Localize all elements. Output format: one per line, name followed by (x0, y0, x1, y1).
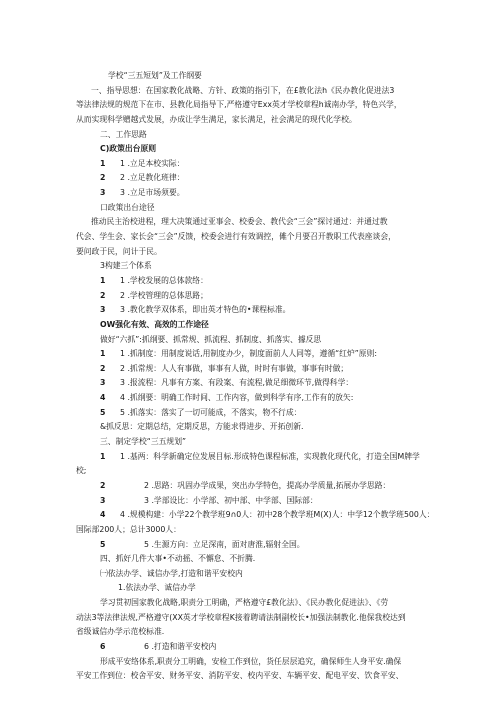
list-item: 3 3 .学部设比：小学部、初中部、中学部、国际部： (100, 495, 318, 505)
subsection-heading: 口政策出台途径 (100, 202, 155, 212)
list-item: &抓反思：定期总结，定期反思，方能求得进步、开拓创新. (100, 422, 304, 432)
subsection-heading: ㈠依法办学、诚信办学,打造和谐平安校内 (100, 568, 243, 578)
list-item: 2 2 .立足教化班律： (100, 173, 185, 183)
list-item: 3 3 .报流程：凡事有方案、有段案、有流程,做足细微环节,做得科学： (100, 378, 354, 388)
paragraph-line: 推动民主治校进程，理大决策通过亚事会、校委会、教代会“三会”探讨通过：并通过教 (91, 217, 388, 227)
paragraph-line: 要问政于民，问计于民。 (76, 246, 162, 256)
paragraph-line: 校; (76, 466, 87, 476)
document-body (76, 69, 436, 684)
subsection-heading: OW强化有效、高效的工作途径 (100, 319, 209, 329)
subsection-heading: 3构建三个体系 (100, 261, 152, 271)
list-item: 5 5 .生源方向：立足深南，面对唐淮,辐射全国。 (100, 539, 305, 549)
list-item: 2 2 .学校管理的总体思路； (100, 290, 208, 300)
section-heading: 四、抓好几件大事•不动摇、不懈怠、不折腾. (100, 554, 256, 564)
paragraph-line: 做好“六抓”:抓纲要、抓常规、抓流程、抓制度、抓落实、據反思 (100, 334, 322, 344)
list-item: 1 1 .学校发展的总体款络： (100, 275, 208, 285)
subsection-heading: 1.依法办学、诚信办学 (118, 583, 196, 593)
paragraph-line: 省级诚信办学示范校标准. (76, 627, 165, 637)
list-item: 2 2 .思路：巩固办学成果，突出办学特色，提高办学质量,拓展办学思路： (100, 480, 391, 490)
list-item: 4 4 .规模构建：小学22个教学班9∩0人：初中28个教学班M(X)人：中学12个教学班500人： (100, 510, 435, 520)
list-item: 4 4 .抓纲要：明确工作时间、工作内容，做到科学有序,工作有的放矢: (100, 393, 354, 403)
guiding-ideology-paragraph: 一、指导思想：在国家教化战略、方针、政策的指引下，在£教化法h《民办教化促进法3 (91, 85, 395, 95)
paragraph-line: 动法3等法律法规,严格遵守(XX英才学校章程K接着聘请法制副校长•加强法制教化.他保我校达到 (76, 612, 406, 622)
paragraph-line: 形成平安络体系,职责分工明确，安检工作到位，货任层层追究，确保师生人身平安.确保 (100, 656, 402, 666)
section-heading: 二、工作思路 (100, 129, 147, 139)
list-item: 3 3 .教化教学双体系，即出英才特色的•课程标准。 (100, 305, 291, 315)
list-item: 1 1 .基两：科学新确定位发展目标.形成特色课程标准，实现教化现代化，打造全国M牌学 (100, 451, 420, 461)
paragraph-line: 代会、学生会、家长会“三会”反馈，校委会进行有效调控，傩个月要召开教职工代表座谈会， (76, 232, 396, 242)
document-title: 学校“三五短划”及工作纲要 (108, 71, 202, 80)
section-heading: 三、制定学校“三五规划” (100, 437, 187, 447)
list-item: 5 5 .抓落实：落实了一切可能成，不落实，物不行成： (100, 407, 302, 417)
list-item: 1 1 .立足本校实际： (100, 158, 185, 168)
paragraph-line: 学习贯初国家教化战略,职责分工明确，严格遵守£教化法》、《民办教化促进法》、《劳 (100, 598, 389, 608)
list-item: 2 2 .抓常规：人人有事做，事事有人做，时时有事做，事事有时做； (100, 363, 349, 373)
paragraph-line: 从而实现科学赠越式发展，办成让学生满足，家长满足，社会满足的现代化学校。 (76, 114, 357, 124)
list-item: 6 6 .打造和谐平安校内 (100, 641, 217, 651)
paragraph-line: 平安工作到位：校舍平安、财务平安、消防平安、校内平安、车辆平安、配电平安、饮食平安、 (76, 671, 404, 681)
list-item: 1 1 .抓制度：用制度说话,用制度办少，制度面前人人同等，遵循“红炉”原则: (100, 349, 378, 359)
list-item: 3 3 .立足市场须要。 (100, 188, 185, 198)
subsection-heading: C)政策出台原则 (100, 144, 157, 154)
paragraph-line: 国际部200人；总计3000人： (76, 524, 181, 534)
paragraph-line: 等法律法规的规范下在市、县教化局指导下,严格遵守Exx英才学校章程h诚南办学，特色兴学， (76, 100, 402, 110)
